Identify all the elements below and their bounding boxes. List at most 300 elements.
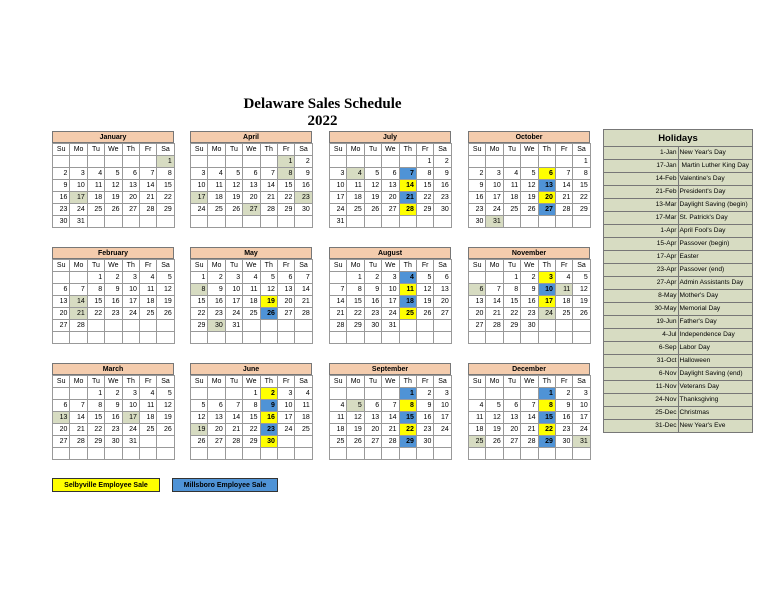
weekday-label: Tu <box>225 260 242 272</box>
day-cell: 6 <box>503 400 520 412</box>
day-cell: 5 <box>157 388 174 400</box>
empty-cell <box>277 216 294 228</box>
week-row <box>53 308 175 320</box>
empty-cell <box>538 216 555 228</box>
empty-cell <box>122 448 139 460</box>
day-cell: 29 <box>191 320 208 332</box>
day-cell: 27 <box>53 320 70 332</box>
week-row <box>469 412 591 424</box>
day-cell: 10 <box>277 400 294 412</box>
empty-cell <box>469 388 486 400</box>
day-cell: 30 <box>208 320 225 332</box>
holiday-name: Daylight Saving (begin) <box>678 199 753 212</box>
weekday-label: We <box>382 260 399 272</box>
holiday-date: 6-Nov <box>604 368 679 381</box>
week-row <box>469 156 591 168</box>
empty-cell <box>105 320 122 332</box>
week-row <box>191 332 313 344</box>
day-cell: 22 <box>243 424 260 436</box>
day-cell: 19 <box>416 296 433 308</box>
weekday-label: Sa <box>295 144 312 156</box>
month-june <box>190 363 312 460</box>
weekday-label: Th <box>260 144 277 156</box>
day-cell: 13 <box>364 412 381 424</box>
holiday-date: 11-Nov <box>604 381 679 394</box>
empty-cell <box>122 156 139 168</box>
day-cell: 27 <box>208 436 225 448</box>
day-cell: 20 <box>53 424 70 436</box>
day-cell: 28 <box>295 308 312 320</box>
day-cell: 13 <box>538 180 555 192</box>
empty-cell <box>87 332 104 344</box>
day-cell: 23 <box>208 308 225 320</box>
day-cell: 28 <box>260 204 277 216</box>
day-cell: 16 <box>105 412 122 424</box>
day-cell: 12 <box>260 284 277 296</box>
day-cell: 30 <box>105 436 122 448</box>
day-cell: 4 <box>330 400 347 412</box>
holiday-row <box>604 303 753 316</box>
day-cell: 16 <box>105 296 122 308</box>
empty-cell <box>469 156 486 168</box>
day-cell: 27 <box>538 204 555 216</box>
empty-cell <box>295 436 312 448</box>
weekday-label: Su <box>53 260 70 272</box>
day-cell: 1 <box>399 388 416 400</box>
empty-cell <box>295 216 312 228</box>
weekday-label: Mo <box>347 376 364 388</box>
day-cell: 24 <box>382 308 399 320</box>
day-cell: 5 <box>225 168 242 180</box>
day-cell: 14 <box>70 296 87 308</box>
week-row <box>191 436 313 448</box>
day-cell: 25 <box>243 308 260 320</box>
day-cell: 24 <box>122 308 139 320</box>
holiday-row <box>604 316 753 329</box>
empty-cell <box>225 332 242 344</box>
day-cell: 15 <box>277 180 294 192</box>
day-cell: 24 <box>70 204 87 216</box>
month-december <box>468 363 590 460</box>
day-cell: 18 <box>399 296 416 308</box>
weekday-label: Mo <box>486 260 503 272</box>
week-row <box>53 412 175 424</box>
empty-cell <box>538 156 555 168</box>
empty-cell <box>347 448 364 460</box>
empty-cell <box>277 448 294 460</box>
day-cell: 7 <box>330 284 347 296</box>
week-row <box>53 216 175 228</box>
empty-cell <box>521 332 538 344</box>
holiday-name: Martin Luther King Day <box>678 160 753 173</box>
day-cell: 12 <box>364 180 381 192</box>
empty-cell <box>399 320 416 332</box>
day-cell: 20 <box>53 308 70 320</box>
day-cell: 3 <box>434 388 451 400</box>
day-cell: 8 <box>573 168 590 180</box>
week-row <box>53 180 175 192</box>
day-cell: 24 <box>225 308 242 320</box>
holiday-name: Independence Day <box>678 329 753 342</box>
day-cell: 27 <box>503 436 520 448</box>
week-row <box>53 320 175 332</box>
day-cell: 9 <box>434 168 451 180</box>
weekday-label: Tu <box>503 144 520 156</box>
empty-cell <box>208 332 225 344</box>
day-cell: 17 <box>573 412 590 424</box>
week-row <box>330 156 452 168</box>
day-cell: 7 <box>486 284 503 296</box>
empty-cell <box>382 332 399 344</box>
day-cell: 19 <box>486 424 503 436</box>
day-cell: 22 <box>87 308 104 320</box>
empty-cell <box>225 216 242 228</box>
empty-cell <box>330 156 347 168</box>
empty-cell <box>434 448 451 460</box>
weekday-label: Tu <box>364 260 381 272</box>
weekday-label: Tu <box>87 260 104 272</box>
weekday-label: Fr <box>555 260 572 272</box>
holiday-date: 25-Dec <box>604 407 679 420</box>
empty-cell <box>105 448 122 460</box>
empty-cell <box>434 332 451 344</box>
day-cell: 17 <box>486 192 503 204</box>
day-cell: 10 <box>486 180 503 192</box>
day-cell: 29 <box>347 320 364 332</box>
weekday-label: Fr <box>416 144 433 156</box>
week-row <box>469 284 591 296</box>
day-cell: 14 <box>225 412 242 424</box>
month-january <box>52 131 174 228</box>
holiday-name: Passover (end) <box>678 264 753 277</box>
weekday-label: Mo <box>347 144 364 156</box>
day-cell: 20 <box>208 424 225 436</box>
holiday-date: 17-Mar <box>604 212 679 225</box>
day-cell: 18 <box>139 296 156 308</box>
week-row <box>469 424 591 436</box>
holiday-date: 1-Apr <box>604 225 679 238</box>
day-cell: 13 <box>434 284 451 296</box>
day-cell: 22 <box>277 192 294 204</box>
weekday-label: We <box>521 376 538 388</box>
holiday-name: Passover (begin) <box>678 238 753 251</box>
week-row <box>330 308 452 320</box>
empty-cell <box>70 388 87 400</box>
day-cell: 24 <box>434 424 451 436</box>
day-cell: 20 <box>364 424 381 436</box>
day-cell: 17 <box>330 192 347 204</box>
day-cell: 20 <box>503 424 520 436</box>
weekday-label: Su <box>330 144 347 156</box>
day-cell: 31 <box>486 216 503 228</box>
day-cell: 25 <box>503 204 520 216</box>
month-name: June <box>190 363 312 375</box>
week-row <box>330 400 452 412</box>
day-cell: 2 <box>469 168 486 180</box>
day-cell: 2 <box>364 272 381 284</box>
day-cell: 13 <box>243 180 260 192</box>
day-cell: 18 <box>469 424 486 436</box>
day-cell: 1 <box>277 156 294 168</box>
week-row <box>469 216 591 228</box>
day-cell: 2 <box>260 388 277 400</box>
week-row <box>191 424 313 436</box>
month-september <box>329 363 451 460</box>
week-row <box>330 388 452 400</box>
empty-cell <box>139 436 156 448</box>
day-cell: 18 <box>295 412 312 424</box>
holiday-row <box>604 173 753 186</box>
day-cell: 8 <box>157 168 174 180</box>
holiday-name: Admin Assistants Day <box>678 277 753 290</box>
day-cell: 12 <box>416 284 433 296</box>
day-cell: 31 <box>225 320 242 332</box>
day-cell: 29 <box>157 204 174 216</box>
empty-cell <box>87 320 104 332</box>
day-cell: 12 <box>486 412 503 424</box>
day-cell: 16 <box>469 192 486 204</box>
day-cell: 23 <box>555 424 572 436</box>
month-july <box>329 131 451 228</box>
day-cell: 8 <box>347 284 364 296</box>
day-cell: 25 <box>208 204 225 216</box>
day-cell: 9 <box>208 284 225 296</box>
day-cell: 26 <box>521 204 538 216</box>
day-cell: 16 <box>521 296 538 308</box>
holiday-date: 15-Apr <box>604 238 679 251</box>
holidays-header: Holidays <box>604 130 753 147</box>
week-row <box>469 320 591 332</box>
day-cell: 15 <box>347 296 364 308</box>
day-cell: 5 <box>486 400 503 412</box>
empty-cell <box>503 156 520 168</box>
day-cell: 22 <box>157 192 174 204</box>
empty-cell <box>70 156 87 168</box>
day-cell: 16 <box>416 412 433 424</box>
day-cell: 11 <box>503 180 520 192</box>
week-row <box>191 320 313 332</box>
holiday-row <box>604 264 753 277</box>
holiday-date: 6-Sep <box>604 342 679 355</box>
day-cell: 27 <box>434 308 451 320</box>
day-cell: 4 <box>139 388 156 400</box>
holiday-date: 21-Feb <box>604 186 679 199</box>
day-cell: 30 <box>555 436 572 448</box>
weekday-label: Tu <box>87 144 104 156</box>
holiday-date: 30-May <box>604 303 679 316</box>
day-cell: 7 <box>521 400 538 412</box>
day-cell: 4 <box>503 168 520 180</box>
day-cell: 4 <box>555 272 572 284</box>
week-row <box>330 412 452 424</box>
day-cell: 24 <box>191 204 208 216</box>
weekday-label: Fr <box>555 376 572 388</box>
day-cell: 2 <box>416 388 433 400</box>
week-row <box>330 284 452 296</box>
day-cell: 31 <box>330 216 347 228</box>
weekday-label: Tu <box>364 376 381 388</box>
day-cell: 23 <box>434 192 451 204</box>
day-cell: 12 <box>573 284 590 296</box>
day-cell: 29 <box>503 320 520 332</box>
empty-cell <box>139 320 156 332</box>
day-cell: 14 <box>399 180 416 192</box>
weekday-label: We <box>382 376 399 388</box>
day-cell: 26 <box>260 308 277 320</box>
holiday-date: 23-Apr <box>604 264 679 277</box>
day-cell: 20 <box>277 296 294 308</box>
day-cell: 11 <box>87 180 104 192</box>
month-name: January <box>52 131 174 143</box>
week-row <box>53 332 175 344</box>
day-cell: 9 <box>295 168 312 180</box>
empty-cell <box>208 448 225 460</box>
empty-cell <box>157 332 174 344</box>
day-cell: 22 <box>573 192 590 204</box>
day-cell: 23 <box>295 192 312 204</box>
day-cell: 6 <box>434 272 451 284</box>
day-cell: 27 <box>53 436 70 448</box>
weekday-label: Fr <box>555 144 572 156</box>
day-cell: 17 <box>538 296 555 308</box>
holiday-row <box>604 355 753 368</box>
day-cell: 29 <box>538 436 555 448</box>
day-cell: 16 <box>555 412 572 424</box>
day-cell: 23 <box>53 204 70 216</box>
weekday-label: Su <box>191 260 208 272</box>
empty-cell <box>330 272 347 284</box>
weekday-label: Th <box>399 144 416 156</box>
day-cell: 25 <box>330 436 347 448</box>
day-cell: 28 <box>139 204 156 216</box>
week-row <box>191 192 313 204</box>
month-october <box>468 131 590 228</box>
day-cell: 26 <box>364 204 381 216</box>
day-cell: 16 <box>295 180 312 192</box>
day-cell: 5 <box>157 272 174 284</box>
day-cell: 20 <box>434 296 451 308</box>
holiday-name: Daylight Saving (end) <box>678 368 753 381</box>
week-row <box>191 400 313 412</box>
empty-cell <box>434 216 451 228</box>
week-row <box>191 204 313 216</box>
day-cell: 18 <box>330 424 347 436</box>
weekday-label: Th <box>260 260 277 272</box>
day-cell: 11 <box>469 412 486 424</box>
empty-cell <box>486 272 503 284</box>
empty-cell <box>503 448 520 460</box>
day-cell: 14 <box>260 180 277 192</box>
day-cell: 7 <box>70 400 87 412</box>
day-cell: 17 <box>382 296 399 308</box>
day-cell: 26 <box>157 424 174 436</box>
week-row <box>191 296 313 308</box>
empty-cell <box>416 448 433 460</box>
day-cell: 10 <box>191 180 208 192</box>
day-cell: 31 <box>122 436 139 448</box>
day-cell: 4 <box>87 168 104 180</box>
day-cell: 2 <box>521 272 538 284</box>
empty-cell <box>486 332 503 344</box>
day-cell: 30 <box>469 216 486 228</box>
empty-cell <box>347 156 364 168</box>
day-cell: 1 <box>87 272 104 284</box>
day-cell: 3 <box>486 168 503 180</box>
holiday-date: 17-Apr <box>604 251 679 264</box>
week-row <box>469 448 591 460</box>
day-cell: 22 <box>538 424 555 436</box>
day-cell: 22 <box>399 424 416 436</box>
day-cell: 11 <box>555 284 572 296</box>
empty-cell <box>122 320 139 332</box>
empty-cell <box>87 156 104 168</box>
day-cell: 4 <box>295 388 312 400</box>
holiday-row <box>604 342 753 355</box>
day-cell: 2 <box>434 156 451 168</box>
day-cell: 24 <box>277 424 294 436</box>
day-cell: 25 <box>555 308 572 320</box>
day-cell: 2 <box>295 156 312 168</box>
day-cell: 25 <box>347 204 364 216</box>
day-cell: 21 <box>521 424 538 436</box>
holiday-row <box>604 147 753 160</box>
day-cell: 31 <box>573 436 590 448</box>
day-cell: 1 <box>416 156 433 168</box>
day-cell: 25 <box>139 308 156 320</box>
day-cell: 15 <box>399 412 416 424</box>
day-cell: 18 <box>555 296 572 308</box>
week-row <box>191 412 313 424</box>
week-row <box>330 320 452 332</box>
week-row <box>191 308 313 320</box>
day-cell: 9 <box>53 180 70 192</box>
weekday-label: We <box>521 144 538 156</box>
week-row <box>469 308 591 320</box>
holiday-date: 1-Jan <box>604 147 679 160</box>
empty-cell <box>330 388 347 400</box>
week-row <box>330 192 452 204</box>
weekday-label: Tu <box>87 376 104 388</box>
day-cell: 25 <box>87 204 104 216</box>
day-cell: 15 <box>87 412 104 424</box>
holiday-name: Labor Day <box>678 342 753 355</box>
day-cell: 17 <box>277 412 294 424</box>
day-cell: 24 <box>538 308 555 320</box>
empty-cell <box>486 448 503 460</box>
day-cell: 21 <box>486 308 503 320</box>
empty-cell <box>87 448 104 460</box>
empty-cell <box>139 332 156 344</box>
day-cell: 19 <box>364 192 381 204</box>
day-cell: 12 <box>157 284 174 296</box>
empty-cell <box>53 448 70 460</box>
day-cell: 3 <box>225 272 242 284</box>
empty-cell <box>70 272 87 284</box>
day-cell: 13 <box>53 412 70 424</box>
day-cell: 29 <box>277 204 294 216</box>
day-cell: 31 <box>70 216 87 228</box>
month-april <box>190 131 312 228</box>
day-cell: 13 <box>122 180 139 192</box>
day-cell: 27 <box>469 320 486 332</box>
day-cell: 22 <box>347 308 364 320</box>
empty-cell <box>260 156 277 168</box>
day-cell: 11 <box>243 284 260 296</box>
day-cell: 27 <box>277 308 294 320</box>
empty-cell <box>521 448 538 460</box>
day-cell: 15 <box>157 180 174 192</box>
day-cell: 23 <box>105 424 122 436</box>
